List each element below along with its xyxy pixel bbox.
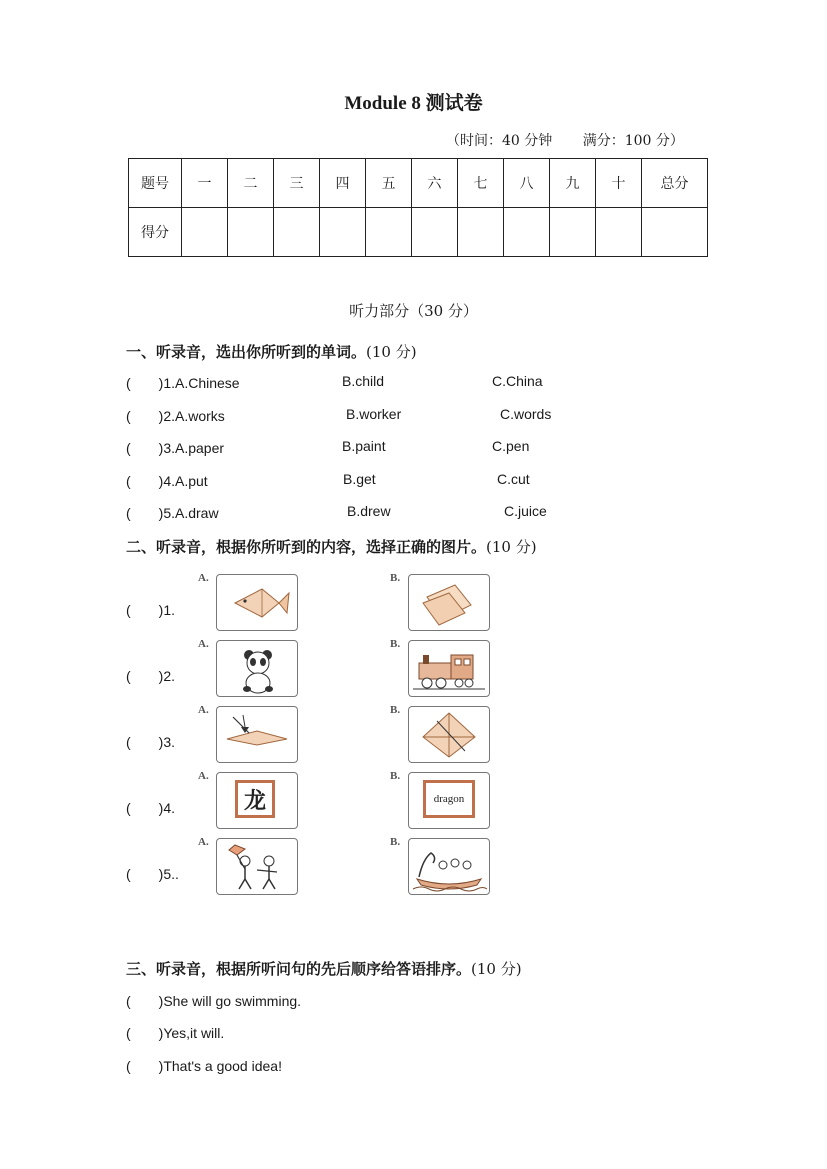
score-input-cell[interactable]: [458, 208, 504, 257]
option-a-label: A.: [198, 770, 209, 782]
option-c: C.words: [500, 406, 552, 422]
item-number: ( )3.: [126, 734, 175, 750]
page-title: Module 8 测试卷: [344, 93, 483, 114]
option-b: B.worker: [346, 406, 402, 422]
option-a-label: A.: [198, 572, 209, 584]
score-input-cell[interactable]: [228, 208, 274, 257]
listening-section-title: 听力部分（30 分）: [349, 302, 478, 320]
fold-result-picture[interactable]: [408, 706, 490, 763]
answer-sentence: ( )Yes,it will.: [126, 1025, 225, 1041]
option-b-label: B.: [390, 770, 401, 782]
option-a-label: A.: [198, 836, 209, 848]
answer-sentence: ( )That's a good idea!: [126, 1058, 282, 1074]
character-card: 龙: [235, 780, 275, 818]
score-cell: 得分: [129, 208, 182, 257]
score-cell: 一: [182, 159, 228, 208]
score-cell: 三: [274, 159, 320, 208]
children-kite-picture[interactable]: [216, 838, 298, 895]
part2-item[interactable]: [126, 770, 686, 832]
word-card: dragon: [423, 780, 475, 818]
part3-item[interactable]: [126, 991, 686, 1011]
score-cell: 九: [550, 159, 596, 208]
part1-item[interactable]: [126, 373, 686, 393]
item-number: ( )1.A.Chinese: [126, 375, 240, 391]
dragon-boat-icon: [409, 839, 489, 894]
time-label: （时间：40 分钟: [446, 133, 553, 149]
option-c: C.juice: [504, 503, 547, 519]
part1-heading: [126, 341, 417, 362]
option-b: B.paint: [342, 438, 386, 454]
score-input-cell[interactable]: [642, 208, 708, 257]
part2-item[interactable]: [126, 704, 686, 766]
part2-points: (10 分): [486, 538, 537, 556]
chinese-character-picture[interactable]: [216, 772, 298, 829]
paper-sheets-picture[interactable]: [408, 574, 490, 631]
item-number: ( )5..: [126, 866, 179, 882]
part3-points: (10 分): [471, 960, 522, 978]
part2-item[interactable]: [126, 572, 686, 634]
option-b-label: B.: [390, 638, 401, 650]
exam-meta: [446, 130, 688, 150]
panda-icon: [217, 641, 297, 696]
score-cell: 五: [366, 159, 412, 208]
part2-item[interactable]: [126, 836, 686, 898]
score-input-cell[interactable]: [274, 208, 320, 257]
item-number: ( )4.: [126, 800, 175, 816]
option-b: B.child: [342, 373, 385, 389]
part1-points: (10 分): [366, 343, 417, 361]
option-a-label: A.: [198, 638, 209, 650]
answer-sentence: ( )She will go swimming.: [126, 993, 302, 1009]
score-cell: 题号: [129, 159, 182, 208]
children-icon: [217, 839, 297, 894]
part3-heading: [126, 958, 522, 979]
score-input-cell[interactable]: [596, 208, 642, 257]
score-table-header-row: [129, 159, 708, 208]
fold-step-picture[interactable]: [216, 706, 298, 763]
train-picture[interactable]: [408, 640, 490, 697]
score-input-cell[interactable]: [550, 208, 596, 257]
score-cell: 六: [412, 159, 458, 208]
score-input-cell[interactable]: [412, 208, 458, 257]
dragon-boat-picture[interactable]: [408, 838, 490, 895]
score-cell: 八: [504, 159, 550, 208]
score-table: [128, 158, 708, 257]
paper-fish-icon: [217, 575, 297, 630]
option-b: B.get: [343, 471, 376, 487]
score-cell: 总分: [642, 159, 708, 208]
part2-heading-text: 二、听录音，根据你所听到的内容，选择正确的图片。: [126, 538, 487, 556]
option-c: C.cut: [497, 471, 530, 487]
option-b-label: B.: [390, 836, 401, 848]
part3-item[interactable]: [126, 1056, 686, 1076]
option-b-label: B.: [390, 704, 401, 716]
score-input-cell[interactable]: [320, 208, 366, 257]
score-table-score-row: [129, 208, 708, 257]
english-word-picture[interactable]: [408, 772, 490, 829]
full-score-label: 满分：100 分）: [582, 133, 684, 149]
item-number: ( )3.A.paper: [126, 440, 225, 456]
part2-heading: [126, 536, 537, 557]
item-number: ( )5.A.draw: [126, 505, 219, 521]
option-c: C.pen: [492, 438, 530, 454]
option-b-label: B.: [390, 572, 401, 584]
paper-sheets-icon: [409, 575, 489, 630]
option-c: C.China: [492, 373, 543, 389]
part1-heading-text: 一、听录音，选出你所听到的单词。: [126, 343, 367, 361]
panda-picture[interactable]: [216, 640, 298, 697]
score-cell: 七: [458, 159, 504, 208]
score-cell: 十: [596, 159, 642, 208]
paper-fold-icon: [217, 707, 297, 762]
part2-item[interactable]: [126, 638, 686, 700]
part1-item[interactable]: [126, 471, 686, 491]
part1-item[interactable]: [126, 438, 686, 458]
item-number: ( )4.A.put: [126, 473, 208, 489]
score-input-cell[interactable]: [182, 208, 228, 257]
score-cell: 四: [320, 159, 366, 208]
score-input-cell[interactable]: [504, 208, 550, 257]
part3-heading-text: 三、听录音，根据所听问句的先后顺序给答语排序。: [126, 960, 472, 978]
paper-kite-icon: [409, 707, 489, 762]
part3-item[interactable]: [126, 1023, 686, 1043]
score-input-cell[interactable]: [366, 208, 412, 257]
score-cell: 二: [228, 159, 274, 208]
paper-fish-picture[interactable]: [216, 574, 298, 631]
option-b: B.drew: [347, 503, 391, 519]
item-number: ( )2.A.works: [126, 408, 225, 424]
part1-item[interactable]: [126, 406, 686, 426]
item-number: ( )1.: [126, 602, 175, 618]
item-number: ( )2.: [126, 668, 175, 684]
train-icon: [409, 641, 489, 696]
part1-item[interactable]: [126, 503, 686, 523]
option-a-label: A.: [198, 704, 209, 716]
